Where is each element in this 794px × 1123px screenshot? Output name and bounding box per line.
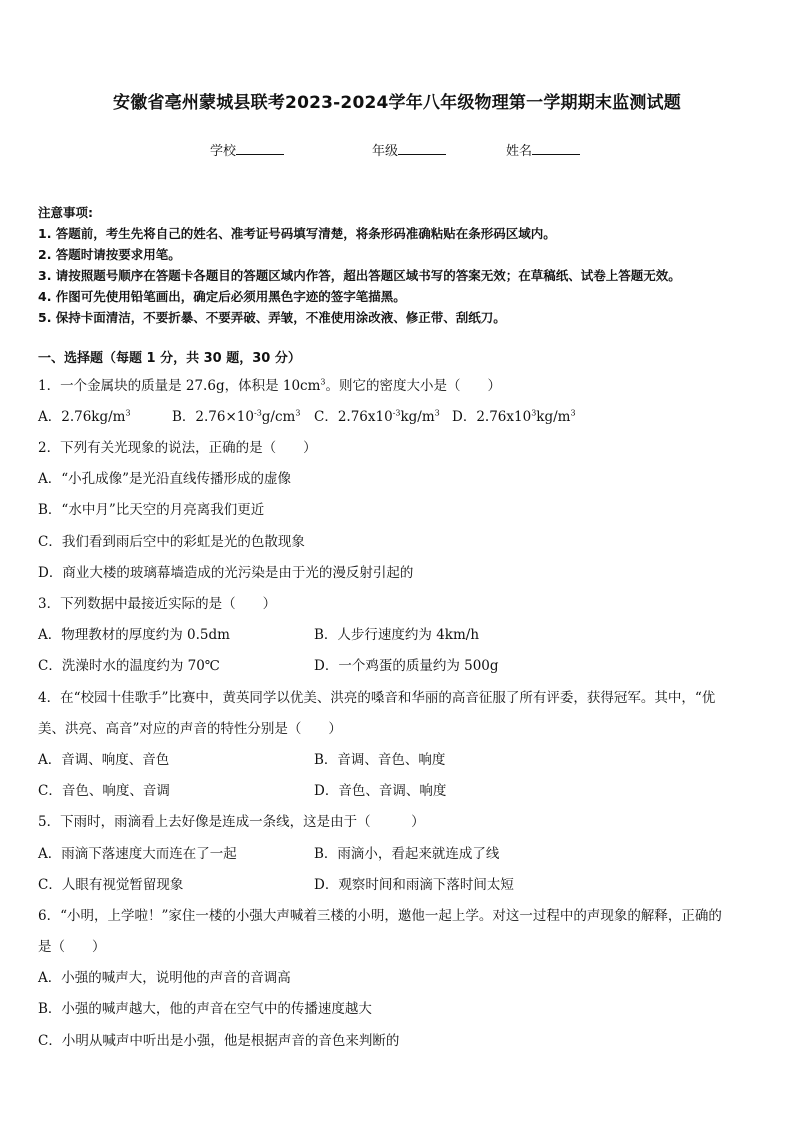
q4-option-c: C．音色、响度、音调 <box>38 783 170 799</box>
q1-option-a <box>38 405 131 425</box>
q1-stem-part: 1．一个金属块的质量是 27.6g，体积是 10cm <box>38 378 321 394</box>
q3-option-c: C．洗澡时水的温度约为 70℃ <box>38 658 220 674</box>
name-blank <box>532 142 580 155</box>
page-title: 安徽省亳州蒙城县联考2023-2024学年八年级物理第一学期期末监测试题 <box>113 93 681 113</box>
option-sup: -3 <box>253 408 262 418</box>
q5-option-c: C．人眼有视觉暂留现象 <box>38 877 184 893</box>
question-2-stem: 2．下列有关光现象的说法，正确的是（ ） <box>38 440 317 456</box>
q4-option-d: D．音色、音调、响度 <box>314 783 447 799</box>
q6-option-a: A．小强的喊声大，说明他的声音的音调高 <box>38 970 291 986</box>
grade-field <box>372 140 446 159</box>
question-6-stem-line2: 是（ ） <box>38 939 106 955</box>
option-text: D．2.76x10 <box>452 409 532 425</box>
q1-stem-part: 。则它的密度大小是（ ） <box>325 378 502 394</box>
option-sup: 3 <box>570 408 576 418</box>
q3-option-b: B．人步行速度约为 4km/h <box>314 627 480 643</box>
q5-option-d: D．观察时间和雨滴下落时间太短 <box>314 877 514 893</box>
q6-option-c: C．小明从喊声中听出是小强，他是根据声音的音色来判断的 <box>38 1033 400 1049</box>
option-text: kg/m <box>400 409 435 425</box>
option-text: A．2.76kg/m <box>38 409 126 425</box>
q1-stem-sup: 3 <box>320 377 326 387</box>
note-item: 5. 保持卡面清洁，不要折暴、不要弄破、弄皱，不准使用涂改液、修正带、刮纸刀。 <box>38 310 506 325</box>
q3-option-d: D．一个鸡蛋的质量约为 500g <box>314 658 499 674</box>
q1-option-b <box>172 405 300 425</box>
note-item: 2. 答题时请按要求用笔。 <box>38 247 181 262</box>
q5-option-a: A．雨滴下落速度大而连在了一起 <box>38 846 237 862</box>
q2-option-d: D．商业大楼的玻璃幕墙造成的光污染是由于光的漫反射引起的 <box>38 565 414 581</box>
q1-option-c <box>314 405 440 425</box>
q4-option-b: B．音调、音色、响度 <box>314 752 446 768</box>
notes-heading: 注意事项: <box>38 205 93 220</box>
note-item: 3. 请按照题号顺序在答题卡各题目的答题区域内作答，超出答题区域书写的答案无效；在草稿纸、试卷上答题无效。 <box>38 268 681 283</box>
q6-option-b: B．小强的喊声越大，他的声音在空气中的传播速度越大 <box>38 1001 372 1017</box>
option-sup: 3 <box>434 408 440 418</box>
question-6-stem-line1: 6．“小明，上学啦！”家住一楼的小强大声喊着三楼的小明，邀他一起上学。对这一过程中的声现象的解释，正确的 <box>38 908 722 924</box>
note-item: 4. 作图可先使用铅笔画出，确定后必须用黑色字迹的签字笔描黑。 <box>38 289 406 304</box>
option-text: kg/m <box>536 409 571 425</box>
option-sup: 3 <box>125 408 131 418</box>
option-sup: -3 <box>392 408 401 418</box>
option-sup: 3 <box>531 408 537 418</box>
option-text: B．2.76×10 <box>172 409 254 425</box>
option-text: C．2.76x10 <box>314 409 393 425</box>
grade-blank <box>398 142 446 155</box>
q2-option-a: A．“小孔成像”是光沿直线传播形成的虚像 <box>38 471 292 487</box>
school-field <box>210 140 284 159</box>
q1-option-d <box>452 405 576 425</box>
question-5-stem: 5．下雨时，雨滴看上去好像是连成一条线，这是由于（ ） <box>38 814 425 830</box>
name-field <box>506 140 580 159</box>
name-label: 姓名 <box>506 144 533 159</box>
question-4-stem-line1: 4．在“校园十佳歌手”比赛中，黄英同学以优美、洪亮的嗓音和华丽的高音征服了所有评委，获得冠军。其中，“优 <box>38 690 716 706</box>
section-heading: 一、选择题（每题 1 分，共 30 题，30 分） <box>38 351 301 366</box>
q4-option-a: A．音调、响度、音色 <box>38 752 170 768</box>
option-text: g/cm <box>261 409 296 425</box>
q5-option-b: B．雨滴小，看起来就连成了线 <box>314 846 500 862</box>
q2-option-c: C．我们看到雨后空中的彩虹是光的色散现象 <box>38 534 305 550</box>
school-blank <box>236 142 284 155</box>
school-label: 学校 <box>210 144 237 159</box>
question-4-stem-line2: 美、洪亮、高音”对应的声音的特性分别是（ ） <box>38 721 342 737</box>
option-sup: 3 <box>295 408 301 418</box>
question-3-stem: 3．下列数据中最接近实际的是（ ） <box>38 596 277 612</box>
q2-option-b: B．“水中月”比天空的月亮离我们更近 <box>38 502 265 518</box>
note-item: 1. 答题前，考生先将自己的姓名、准考证号码填写清楚，将条形码准确粘贴在条形码区域内。 <box>38 226 556 241</box>
q3-option-a: A．物理教材的厚度约为 0.5dm <box>38 627 230 643</box>
grade-label: 年级 <box>372 144 399 159</box>
question-1-stem <box>38 374 501 394</box>
